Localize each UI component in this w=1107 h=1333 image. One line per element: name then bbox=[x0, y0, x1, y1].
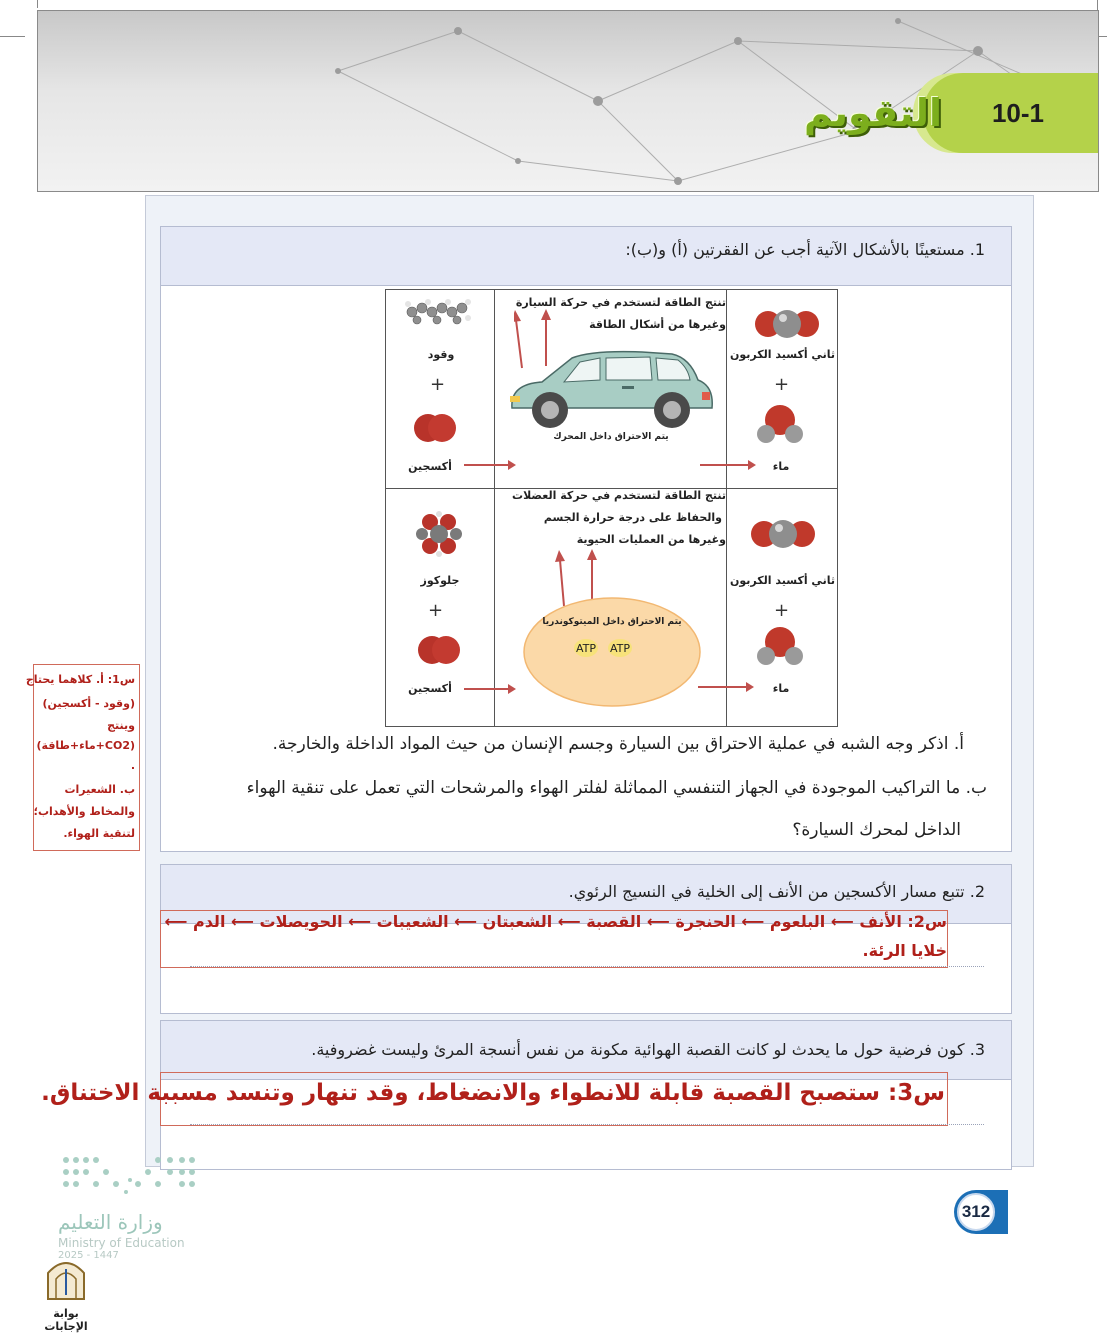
lesson-header bbox=[37, 10, 1099, 192]
water-molecule-icon bbox=[756, 624, 804, 668]
note-line: لتنقية الهواء. bbox=[63, 827, 135, 840]
fuel-label: وقود bbox=[427, 348, 455, 361]
input-arrow-icon bbox=[462, 458, 518, 472]
car-co2-label: ثاني أكسيد الكربون bbox=[730, 348, 835, 361]
body-energy-label-2: والحفاظ على درجة حرارة الجسم bbox=[543, 511, 722, 524]
ministry-logo bbox=[58, 1152, 198, 1261]
body-combustion-label: يتم الاحتراق داخل الميتوكوندريا bbox=[542, 617, 682, 627]
question-2-prompt: 2. تتبع مسار الأكسجين من الأنف إلى الخلية في النسيج الرئوي. bbox=[568, 882, 985, 901]
car-illustration bbox=[502, 344, 718, 434]
plus-sign: + bbox=[774, 600, 790, 621]
car-energy-label-1: تنتج الطاقة لتستخدم في حركة السيارة bbox=[515, 296, 726, 309]
note-line: والمخاط والأهداب؛ bbox=[33, 805, 135, 818]
atp-label-2: ATP bbox=[609, 642, 631, 655]
atp-label-1: ATP bbox=[575, 642, 597, 655]
note-line: وينتج bbox=[107, 719, 135, 732]
body-co2-label: ثاني أكسيد الكربون bbox=[730, 574, 835, 587]
question-3-answer: س3: ستصبح القصبة قابلة للانطواء والانضغاط، وقد تنهار وتنسد مسببة الاختناق. bbox=[41, 1080, 945, 1106]
car-energy-label-2: وغيرها من أشكال الطاقة bbox=[589, 318, 726, 331]
body-energy-label-3: وغيرها من العمليات الحيوية bbox=[576, 533, 726, 546]
question-2-answer-line-1: س2: الأنف ⟵ البلعوم ⟵ الحنجرة ⟵ القصبة ⟵ الشعبتان ⟵ الشعيبات ⟵ الحويصلات ⟵ الدم ⟵ bbox=[164, 912, 947, 931]
lesson-number: 10-1 bbox=[991, 98, 1045, 128]
section-title: التقويم bbox=[803, 91, 943, 135]
input-arrow-icon bbox=[462, 682, 518, 696]
car-combustion-label: يتم الاحتراق داخل المحرك bbox=[553, 432, 669, 442]
body-water-label: ماء bbox=[772, 682, 790, 695]
ministry-year: 2025 - 1447 bbox=[58, 1250, 119, 1261]
combustion-comparison-diagram bbox=[385, 289, 838, 727]
glucose-molecule-icon bbox=[414, 510, 464, 560]
plus-sign: + bbox=[774, 374, 790, 395]
car-water-label: ماء bbox=[772, 460, 790, 473]
output-arrow-icon bbox=[698, 458, 758, 472]
oxygen-molecule-icon bbox=[416, 632, 464, 668]
ministry-english-name: Ministry of Education bbox=[58, 1236, 185, 1250]
carbon-dioxide-molecule-icon bbox=[750, 514, 816, 554]
answers-gate-emblem bbox=[30, 1255, 102, 1303]
plus-sign: + bbox=[430, 374, 446, 395]
oxygen-molecule-icon bbox=[412, 410, 460, 446]
question-3-prompt: 3. كون فرضية حول ما يحدث لو كانت القصبة الهوائية مكونة من نفس أنسجة المرئ وليست غضروفية. bbox=[311, 1040, 985, 1059]
carbon-dioxide-molecule-icon bbox=[754, 304, 820, 344]
question-2-answer-line-2: خلايا الرئة. bbox=[862, 941, 947, 960]
page-number-badge bbox=[950, 1190, 1008, 1234]
note-line: س1: أ. كلاهما يحتاج bbox=[25, 673, 135, 686]
glucose-label: جلوكوز bbox=[420, 574, 460, 587]
note-line: ب. الشعيرات bbox=[64, 783, 135, 796]
note-line: (CO2+ماء+طاقة) bbox=[36, 739, 135, 752]
body-energy-label-1: تنتج الطاقة لتستخدم في حركة العضلات bbox=[512, 489, 726, 502]
page-number: 312 bbox=[961, 1202, 991, 1221]
note-line: . bbox=[130, 759, 135, 772]
answer-line-dotted bbox=[190, 1124, 984, 1125]
answers-gate-logo bbox=[30, 1255, 102, 1333]
plus-sign: + bbox=[428, 600, 444, 621]
ministry-arabic-name: وزارة التعليم bbox=[58, 1210, 163, 1234]
answers-gate-text: بوابة الإجابات bbox=[44, 1307, 88, 1333]
fuel-molecule-icon bbox=[404, 298, 474, 332]
note-line: (وقود - أكسجين) bbox=[42, 697, 135, 710]
question-1-part-b-line-1: ب. ما التراكيب الموجودة في الجهاز التنفسي المماثلة لفلتر الهواء والمرشحات التي تعمل على تنقية الهواء bbox=[246, 778, 987, 798]
ministry-dots-graphic bbox=[58, 1152, 198, 1200]
question-1-part-a: أ. اذكر وجه الشبه في عملية الاحتراق بين السيارة وجسم الإنسان من حيث المواد الداخلة والخارجة. bbox=[272, 734, 964, 754]
answer-line-dotted bbox=[190, 966, 984, 967]
question-1-prompt: 1. مستعينًا بالأشكال الآتية أجب عن الفقرتين (أ) و(ب): bbox=[625, 240, 985, 259]
car-oxygen-label: أكسجين bbox=[408, 460, 452, 473]
question-1-part-b-line-2: الداخل لمحرك السيارة؟ bbox=[792, 820, 961, 840]
water-molecule-icon bbox=[756, 402, 804, 446]
body-oxygen-label: أكسجين bbox=[408, 682, 452, 695]
question-1-answer-note bbox=[25, 664, 140, 851]
output-arrow-icon bbox=[696, 680, 756, 694]
